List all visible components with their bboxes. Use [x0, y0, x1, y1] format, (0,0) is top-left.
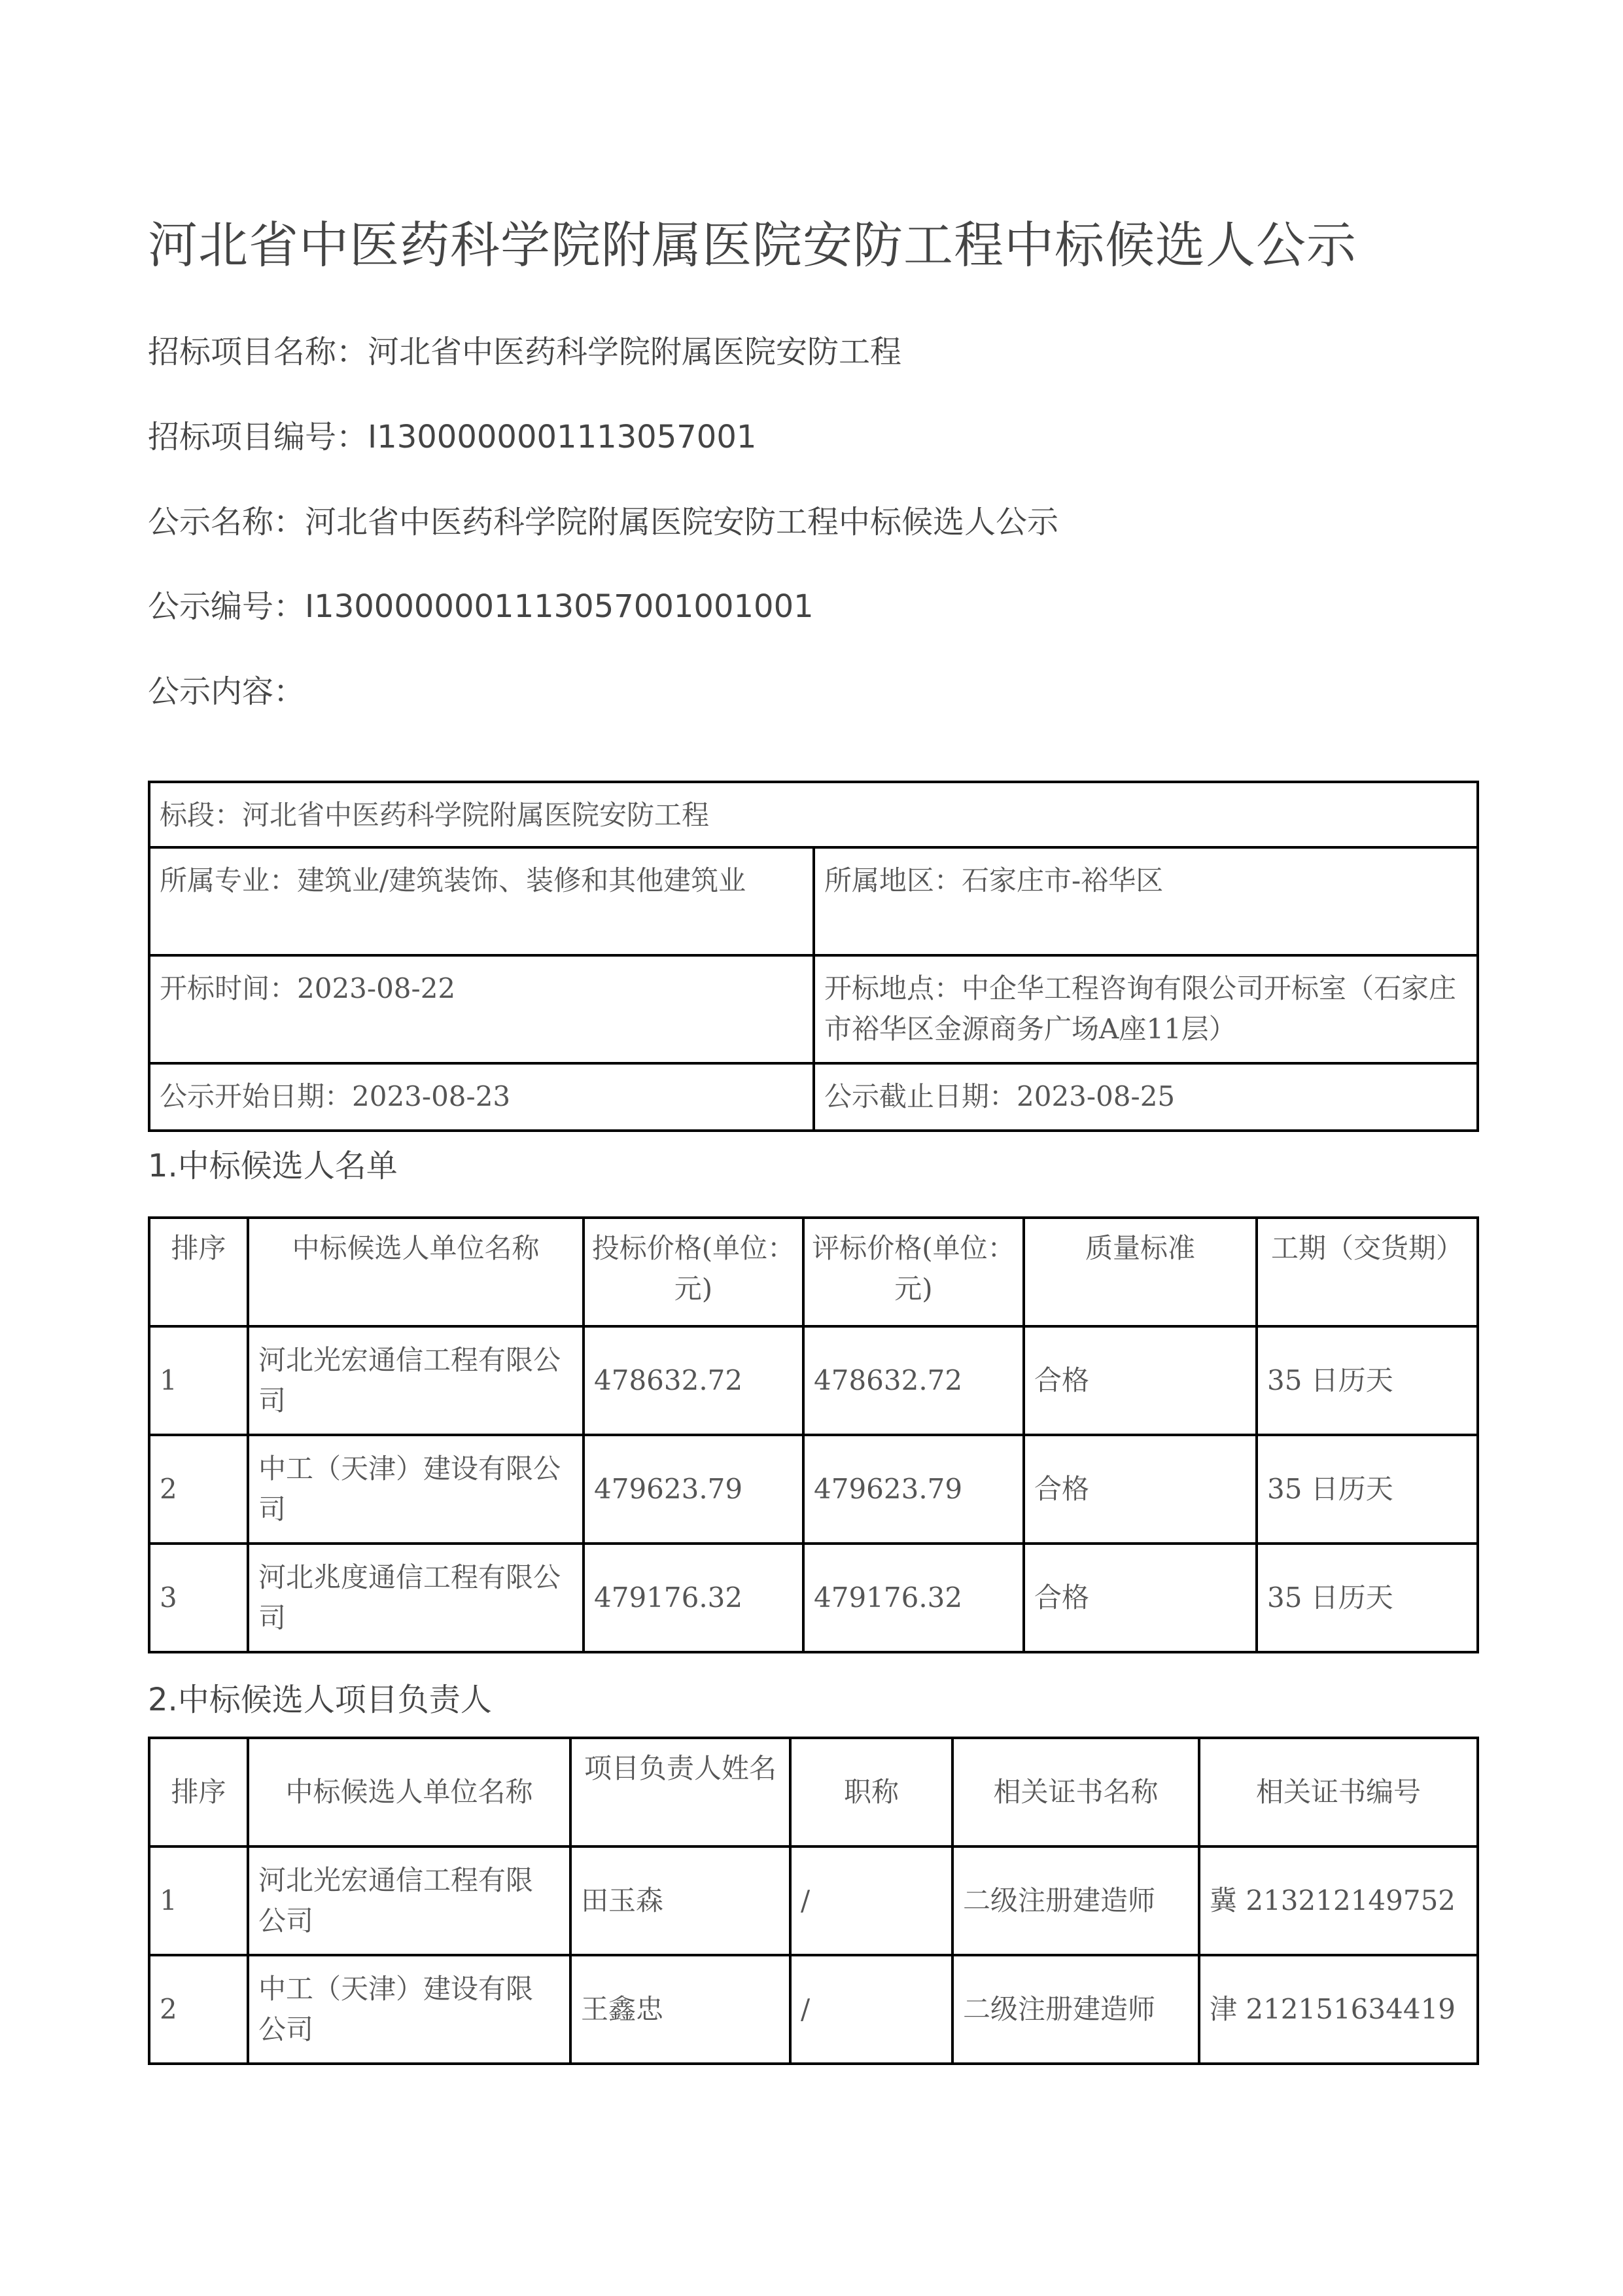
column-header: 职称	[790, 1738, 952, 1846]
quality: 合格	[1024, 1544, 1257, 1652]
field-value: I1300000001113057001	[368, 419, 757, 455]
column-header: 中标候选人单位名称	[248, 1218, 584, 1326]
table-row	[149, 1435, 1478, 1544]
certificate-number: 冀 213212149752	[1199, 1846, 1478, 1955]
company-name: 中工（天津）建设有限公司	[248, 1955, 570, 2064]
job-title: /	[790, 1846, 952, 1955]
column-header: 中标候选人单位名称	[248, 1738, 570, 1846]
column-header: 相关证书编号	[1199, 1738, 1478, 1846]
specialty: 所属专业：建筑业/建筑装饰、装修和其他建筑业	[149, 847, 814, 955]
table-row	[149, 1846, 1478, 1955]
table-row	[149, 1326, 1478, 1435]
managers-heading: 2.中标候选人项目负责人	[148, 1682, 492, 1718]
field-value: 河北省中医药科学院附属医院安防工程	[368, 334, 902, 370]
company-name: 中工（天津）建设有限公司	[248, 1435, 584, 1544]
quality: 合格	[1024, 1435, 1257, 1544]
field-label: 公示内容：	[148, 673, 305, 710]
candidates-table	[148, 1216, 1479, 1653]
certificate-name: 二级注册建造师	[952, 1846, 1199, 1955]
rank: 3	[149, 1544, 248, 1652]
duration: 35 日历天	[1257, 1544, 1478, 1652]
field-label: 招标项目编号：	[148, 419, 368, 455]
field-value: I1300000001113057001001001	[305, 588, 814, 625]
region: 所属地区：石家庄市-裕华区	[814, 847, 1478, 955]
page-title: 河北省中医药科学院附属医院安防工程中标候选人公示	[148, 216, 1357, 274]
company-name: 河北兆度通信工程有限公司	[248, 1544, 584, 1652]
manager-name: 王鑫忠	[570, 1955, 790, 2064]
open-time: 开标时间：2023-08-22	[149, 955, 814, 1063]
rank: 1	[149, 1326, 248, 1435]
eval-price: 479176.32	[803, 1544, 1024, 1652]
managers-table	[148, 1737, 1479, 2065]
manager-name: 田玉森	[570, 1846, 790, 1955]
column-header: 质量标准	[1024, 1218, 1257, 1326]
eval-price: 479623.79	[803, 1435, 1024, 1544]
bid-price: 479176.32	[584, 1544, 803, 1652]
table-row	[149, 1544, 1478, 1652]
company-name: 河北光宏通信工程有限公司	[248, 1326, 584, 1435]
table-header-row	[149, 1738, 1478, 1846]
column-header: 项目负责人姓名	[570, 1738, 790, 1846]
column-header: 投标价格(单位：元)	[584, 1218, 803, 1326]
field-publicity-number	[148, 587, 814, 626]
bid-info-table	[148, 781, 1479, 1132]
bid-price: 478632.72	[584, 1326, 803, 1435]
rank: 2	[149, 1435, 248, 1544]
bid-section: 标段：河北省中医药科学院附属医院安防工程	[149, 782, 1478, 847]
certificate-name: 二级注册建造师	[952, 1955, 1199, 2064]
job-title: /	[790, 1955, 952, 2064]
duration: 35 日历天	[1257, 1435, 1478, 1544]
column-header: 评标价格(单位：元)	[803, 1218, 1024, 1326]
column-header: 工期（交货期）	[1257, 1218, 1478, 1326]
table-header-row	[149, 1218, 1478, 1326]
column-header: 排序	[149, 1218, 248, 1326]
rank: 1	[149, 1846, 248, 1955]
open-place: 开标地点：中企华工程咨询有限公司开标室（石家庄市裕华区金源商务广场A座11层）	[814, 955, 1478, 1063]
duration: 35 日历天	[1257, 1326, 1478, 1435]
quality: 合格	[1024, 1326, 1257, 1435]
publicity-end: 公示截止日期：2023-08-25	[814, 1063, 1478, 1131]
field-project-number	[148, 417, 756, 457]
field-publicity-content	[148, 672, 305, 711]
field-label: 公示名称：	[148, 504, 305, 540]
field-label: 公示编号：	[148, 588, 305, 625]
certificate-number: 津 212151634419	[1199, 1955, 1478, 2064]
publicity-start: 公示开始日期：2023-08-23	[149, 1063, 814, 1131]
column-header: 排序	[149, 1738, 248, 1846]
table-row	[149, 1955, 1478, 2064]
candidates-heading: 1.中标候选人名单	[148, 1148, 398, 1184]
bid-price: 479623.79	[584, 1435, 803, 1544]
field-project-name	[148, 332, 901, 372]
column-header: 相关证书名称	[952, 1738, 1199, 1846]
rank: 2	[149, 1955, 248, 2064]
eval-price: 478632.72	[803, 1326, 1024, 1435]
field-value: 河北省中医药科学院附属医院安防工程中标候选人公示	[305, 504, 1059, 540]
field-publicity-name	[148, 503, 1058, 542]
company-name: 河北光宏通信工程有限公司	[248, 1846, 570, 1955]
field-label: 招标项目名称：	[148, 334, 368, 370]
